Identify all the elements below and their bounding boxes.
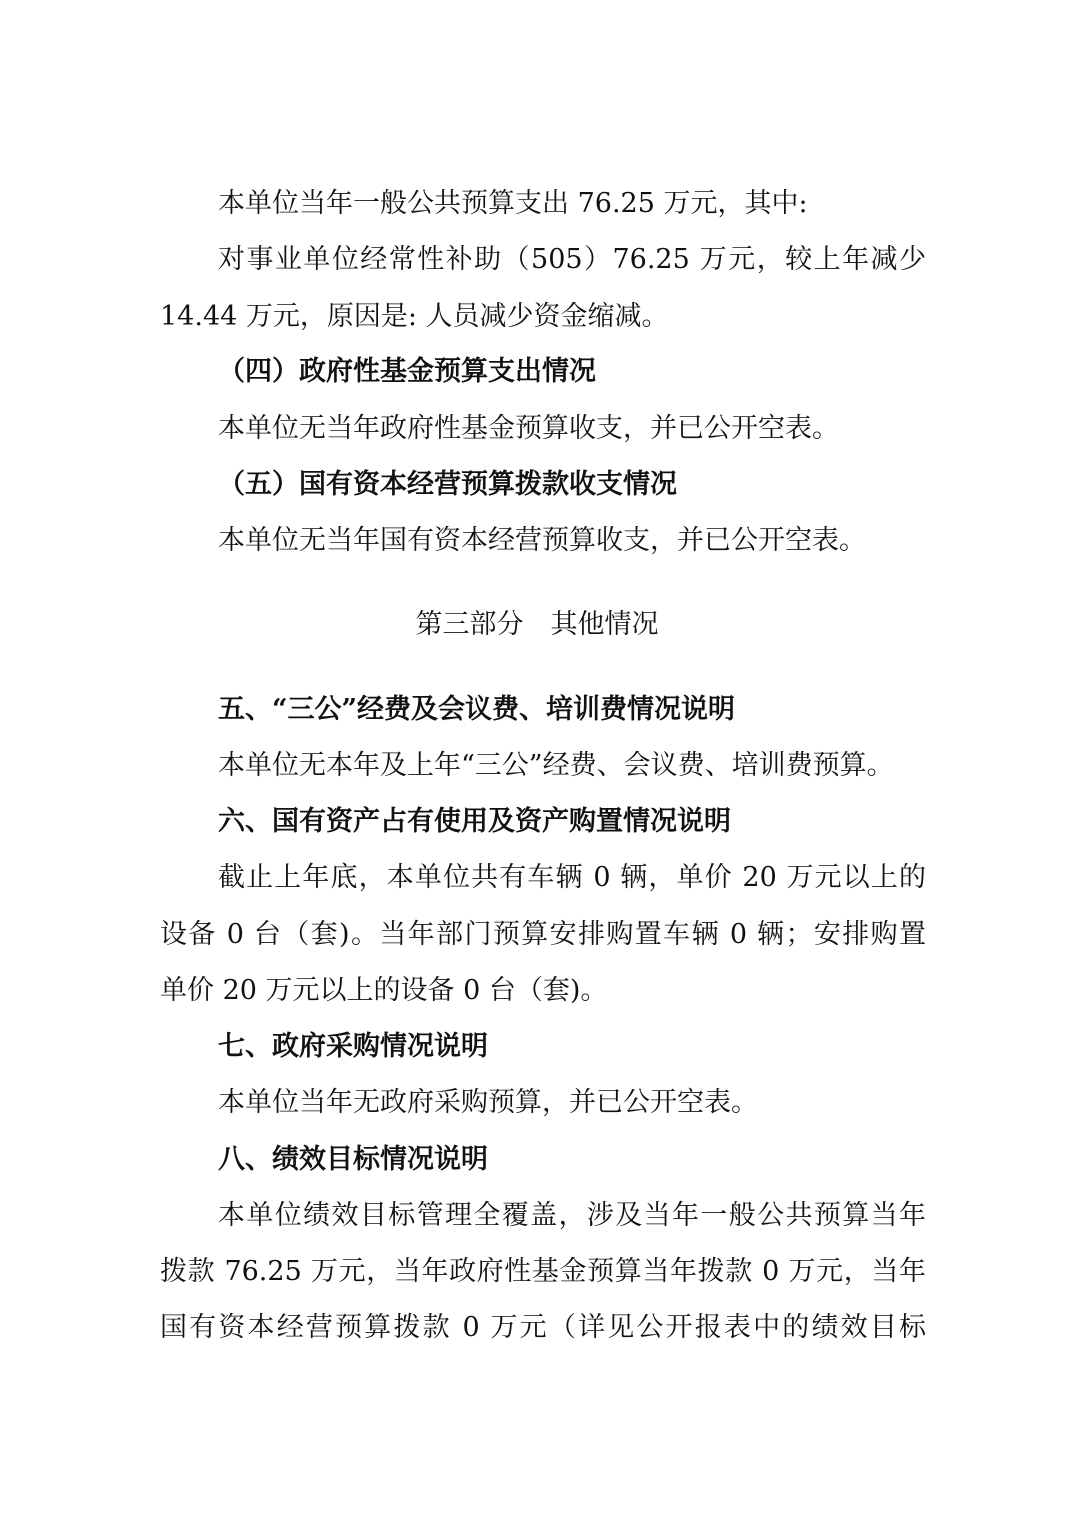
section-heading: （四）政府性基金预算支出情况 <box>218 356 596 387</box>
section-heading: 六、国有资产占有使用及资产购置情况说明 <box>218 806 731 837</box>
paragraph-line: 对事业单位经常性补助（505）76.25 万元，较上年减少 <box>218 244 926 275</box>
section-heading: （五）国有资本经营预算拨款收支情况 <box>218 469 677 500</box>
paragraph-line: 单价 20 万元以上的设备 0 台（套)。 <box>160 975 608 1006</box>
paragraph-line: 拨款 76.25 万元，当年政府性基金预算当年拨款 0 万元，当年 <box>160 1256 926 1287</box>
part-title: 第三部分 其他情况 <box>415 609 659 640</box>
paragraph-line: 14.44 万元，原因是: 人员减少资金缩减。 <box>160 301 669 332</box>
section-heading: 七、政府采购情况说明 <box>218 1031 488 1062</box>
paragraph-line: 本单位绩效目标管理全覆盖，涉及当年一般公共预算当年 <box>218 1200 926 1231</box>
paragraph-line: 截止上年底，本单位共有车辆 0 辆，单价 20 万元以上的 <box>218 862 926 893</box>
paragraph-line: 国有资本经营预算拨款 0 万元（详见公开报表中的绩效目标 <box>160 1312 926 1343</box>
paragraph-line: 本单位无当年国有资本经营预算收支，并已公开空表。 <box>218 525 866 556</box>
paragraph-line: 本单位当年一般公共预算支出 76.25 万元，其中: <box>218 188 808 219</box>
section-heading: 五、“三公”经费及会议费、培训费情况说明 <box>218 694 736 725</box>
paragraph-line: 本单位无本年及上年“三公”经费、会议费、培训费预算。 <box>218 750 894 781</box>
paragraph-line: 设备 0 台（套)。当年部门预算安排购置车辆 0 辆；安排购置 <box>160 919 926 950</box>
section-heading: 八、绩效目标情况说明 <box>218 1144 488 1175</box>
paragraph-line: 本单位当年无政府采购预算，并已公开空表。 <box>218 1087 758 1118</box>
paragraph-line: 本单位无当年政府性基金预算收支，并已公开空表。 <box>218 413 839 444</box>
